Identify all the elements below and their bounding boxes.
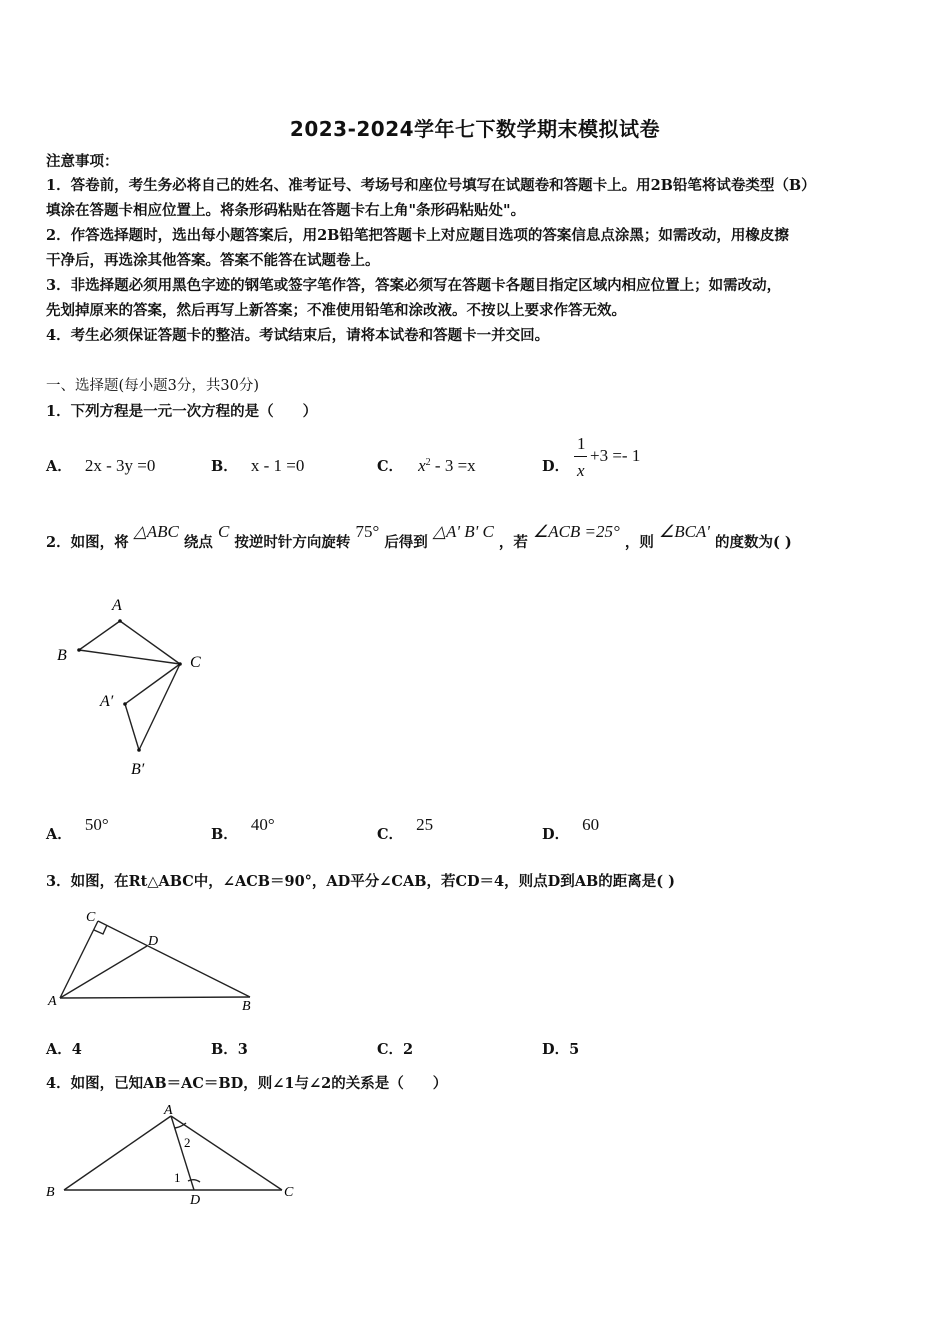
label-a-prime: A′ (100, 693, 114, 710)
notice-line: 干净后，再选涂其他答案。答案不能答在试题卷上。 (46, 252, 380, 269)
fraction-bar (574, 456, 587, 457)
option-value: 5 (569, 1041, 580, 1058)
notice-line: 3．非选择题必须用黑色字迹的钢笔或签字笔作答，答案必须写在答题卡各题目指定区域内相应位置上；如需改动， (46, 277, 782, 294)
label-angle-1: 1 (174, 1170, 181, 1185)
notice-line: 2．作答选择题时，选出每小题答案后，用2B铅笔把答题卡上对应题目选项的答案信息点涂黑；如需改动，用橡皮擦 (46, 227, 789, 244)
q3-figure (46, 905, 266, 1013)
option-value: 25 (416, 815, 434, 834)
q2-math: ∠ACB =25° (532, 522, 620, 541)
option-value: 50° (84, 815, 109, 834)
label-b: B (57, 647, 67, 664)
q1-option-b[interactable] (211, 455, 304, 476)
q3-option-b[interactable] (211, 1038, 248, 1059)
q3-option-c[interactable] (377, 1038, 413, 1059)
option-label: B． (211, 458, 238, 475)
q2-math: 75° (355, 522, 380, 541)
q2-math: C (217, 522, 230, 541)
q2-text: 的度数为( ) (715, 534, 792, 551)
q2-text: ，若 (498, 534, 528, 551)
option-value: 40° (250, 815, 275, 834)
notice-line: 4．考生必须保证答题卡的整洁。考试结束后，请将本试卷和答题卡一并交回。 (46, 327, 550, 344)
label-c: C (190, 654, 201, 671)
q2-option-b[interactable] (211, 815, 275, 844)
q1-option-d[interactable] (542, 455, 569, 476)
q3-option-d[interactable] (542, 1038, 579, 1059)
q1-option-a[interactable] (46, 455, 155, 476)
q2-text: ，则 (624, 534, 654, 551)
q2-text: 后得到 (384, 534, 428, 551)
option-label: D． (542, 458, 570, 475)
label-a: A (48, 994, 57, 1009)
option-label: B． (211, 1041, 238, 1058)
option-math: 2x - 3y =0 (84, 456, 156, 475)
q2-math: △ABC (133, 522, 179, 541)
q2-text: 2．如图，将 (46, 534, 129, 551)
label-a: A (164, 1103, 173, 1118)
label-b: B (46, 1185, 55, 1200)
option-label: C． (377, 458, 404, 475)
q1-option-c[interactable] (377, 455, 476, 476)
option-label: D． (542, 1041, 570, 1058)
option-label: B． (211, 826, 238, 843)
option-label: A． (46, 1041, 72, 1058)
label-d: D (190, 1193, 201, 1208)
question-2-stem (46, 522, 792, 552)
option-value: 2 (403, 1041, 414, 1058)
option-value: 4 (71, 1041, 82, 1058)
option-label: C． (377, 826, 404, 843)
q2-math: △A' B' C (432, 522, 494, 541)
label-angle-2: 2 (184, 1135, 191, 1150)
option-label: C． (377, 1041, 404, 1058)
fraction-numerator: 1 (577, 434, 586, 453)
fraction-denominator: x (577, 461, 585, 480)
notice-heading: 注意事项： (46, 153, 119, 170)
option-label: D． (542, 826, 570, 843)
question-3-stem: 3．如图，在Rt△ABC中，∠ACB＝90°，AD平分∠CAB，若CD＝4，则点D到AB的距离是( ) (46, 873, 675, 890)
fraction-rest: +3 =- 1 (590, 446, 641, 465)
notice-line: 1．答卷前，考生务必将自己的姓名、准考证号、考场号和座位号填写在试题卷和答题卡上。用2B铅笔将试卷类型（B） (46, 177, 816, 194)
page-title: 2023-2024学年七下数学期末模拟试卷 (289, 117, 661, 141)
q4-figure (44, 1098, 304, 1210)
notice-line: 填涂在答题卡相应位置上。将条形码粘贴在答题卡右上角"条形码粘贴处"。 (46, 202, 526, 219)
label-b: B (242, 999, 251, 1013)
option-value: 3 (237, 1041, 248, 1058)
option-label: A． (46, 458, 72, 475)
label-c: C (284, 1185, 294, 1200)
option-math-rest: - 3 =x (430, 456, 476, 475)
option-value: 60 (582, 815, 600, 834)
section-heading: 一、选择题(每小题3分，共30分) (46, 378, 259, 394)
question-4-stem: 4．如图，已知AB＝AC＝BD，则∠1与∠2的关系是（ ） (46, 1075, 448, 1092)
q2-option-d[interactable] (542, 815, 600, 844)
label-c: C (86, 910, 96, 925)
q3-option-a[interactable] (46, 1038, 82, 1059)
label-b-prime: B′ (131, 761, 145, 778)
q2-math: ∠BCA' (658, 522, 710, 541)
label-a: A (112, 597, 122, 614)
q2-text: 绕点 (183, 534, 213, 551)
label-d: D (148, 934, 159, 949)
option-math-sup: 2 (425, 457, 431, 469)
q2-option-c[interactable] (377, 815, 434, 844)
notice-line: 先划掉原来的答案，然后再写上新答案；不准使用铅笔和涂改液。不按以上要求作答无效。 (46, 302, 626, 319)
q2-option-a[interactable] (46, 815, 109, 844)
q2-text: 按逆时针方向旋转 (234, 534, 351, 551)
q2-figure (50, 590, 220, 790)
option-math: x - 1 =0 (250, 456, 305, 475)
option-math-base: x (418, 456, 426, 475)
option-label: A． (46, 826, 72, 843)
question-1-stem: 1．下列方程是一元一次方程的是（ ） (46, 403, 318, 420)
